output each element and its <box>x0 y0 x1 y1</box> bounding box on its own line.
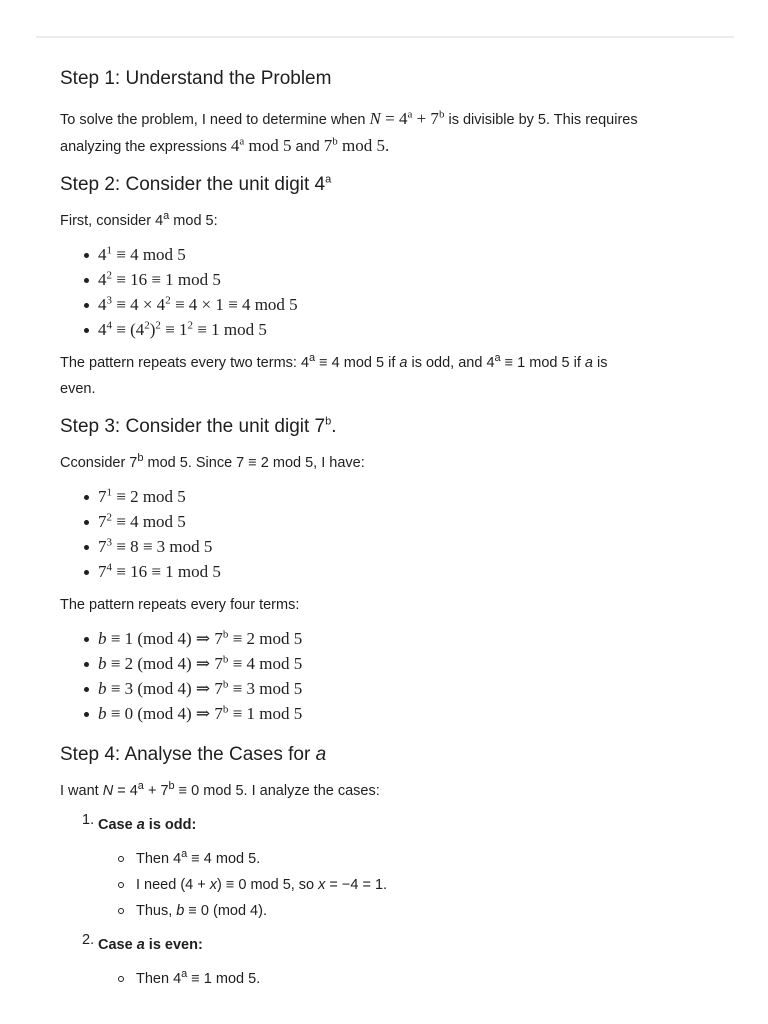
case-item <box>60 812 720 924</box>
step3-cases-list <box>60 626 720 726</box>
case-number: 2. <box>82 932 95 948</box>
list-item: $4^4 \equiv (4^2)^2 \equiv 1^2 \equiv 1$ mod 5 <box>60 317 720 342</box>
document-body <box>60 66 720 992</box>
step1-text-d: and <box>291 139 324 155</box>
list-item: $4^2 \equiv 16 \equiv 1$ mod 5 <box>60 267 720 292</box>
case-title: Case a is odd: <box>98 817 197 833</box>
sublist-item: Thus, b ≡ 0 (mod 4). <box>98 898 720 924</box>
step1-expr-4a: 4$^a$ mod 5 <box>230 135 292 155</box>
list-item: $7^3 \equiv 8 \equiv 3$ mod 5 <box>60 534 720 559</box>
step2-list <box>60 242 720 342</box>
list-item: $7^4 \equiv 16 \equiv 1$ mod 5 <box>60 559 720 584</box>
step2-pattern-line2: even. <box>60 381 96 397</box>
step2-intro: First, consider 4$^a$ mod 5: <box>60 210 218 229</box>
sublist-item: I need (4 + x) ≡ 0 mod 5, so x = −4 = 1. <box>98 872 720 898</box>
list-item: b ≡ 3 (mod 4) ⇒ $7^b \equiv 3$ mod 5 <box>60 676 720 701</box>
step1-text-c: analyzing the expressions <box>60 139 231 155</box>
case-number: 1. <box>82 812 95 828</box>
list-item: b ≡ 1 (mod 4) ⇒ $7^b \equiv 2$ mod 5 <box>60 626 720 651</box>
case-item <box>60 932 720 992</box>
sublist-item: Then $4^a \equiv 4$ mod 5. <box>98 846 720 872</box>
step4-cases <box>60 812 720 992</box>
list-item: $4^3 \equiv 4 \times 4^2 \equiv 4 \times 1 \equiv 4$ mod 5 <box>60 292 720 317</box>
case-sublist <box>98 846 720 924</box>
case-sublist <box>98 966 720 992</box>
step3-pattern: The pattern repeats every four terms: <box>60 597 300 613</box>
list-item: b ≡ 2 (mod 4) ⇒ $7^b \equiv 4$ mod 5 <box>60 651 720 676</box>
step3-intro: Cconsider 7$^b$ mod 5. Since 7 ≡ 2 mod 5, I have: <box>60 452 365 471</box>
step4-heading: Step 4: Analyse the Cases for a <box>60 744 327 765</box>
step3-list <box>60 484 720 584</box>
step2-heading: Step 2: Consider the unit digit 4$^a$ <box>60 173 332 195</box>
case-title: Case a is even: <box>98 937 203 953</box>
list-item: $7^2 \equiv 4$ mod 5 <box>60 509 720 534</box>
step4-intro: I want $N = 4^a + 7^b \equiv 0$ mod 5. I analyze the cases: <box>60 780 380 799</box>
step1-expr-7b: 7$^b$ mod 5. <box>323 135 390 155</box>
step1-heading: Step 1: Understand the Problem <box>60 68 332 89</box>
step1-text-b: is divisible by 5. This requires <box>444 112 638 128</box>
step1-expr-n: $N = 4^a + 7^b$ <box>369 108 445 128</box>
top-divider <box>36 36 734 38</box>
step1-text: To solve the problem, I need to determine when <box>60 112 370 128</box>
sublist-item: Then $4^a \equiv 1$ mod 5. <box>98 966 720 992</box>
list-item: b ≡ 0 (mod 4) ⇒ $7^b \equiv 1$ mod 5 <box>60 701 720 726</box>
list-item: $7^1 \equiv 2$ mod 5 <box>60 484 720 509</box>
step2-pattern <box>60 350 720 402</box>
list-item: $4^1 \equiv 4$ mod 5 <box>60 242 720 267</box>
step3-heading: Step 3: Consider the unit digit 7$^b$. <box>60 415 337 437</box>
step2-pattern-line1: The pattern repeats every two terms: $4^a \equiv 4$ mod 5 if a is odd, and $4^a \equiv 1$ mod 5 if a is <box>60 352 608 371</box>
step1-paragraph <box>60 106 720 160</box>
